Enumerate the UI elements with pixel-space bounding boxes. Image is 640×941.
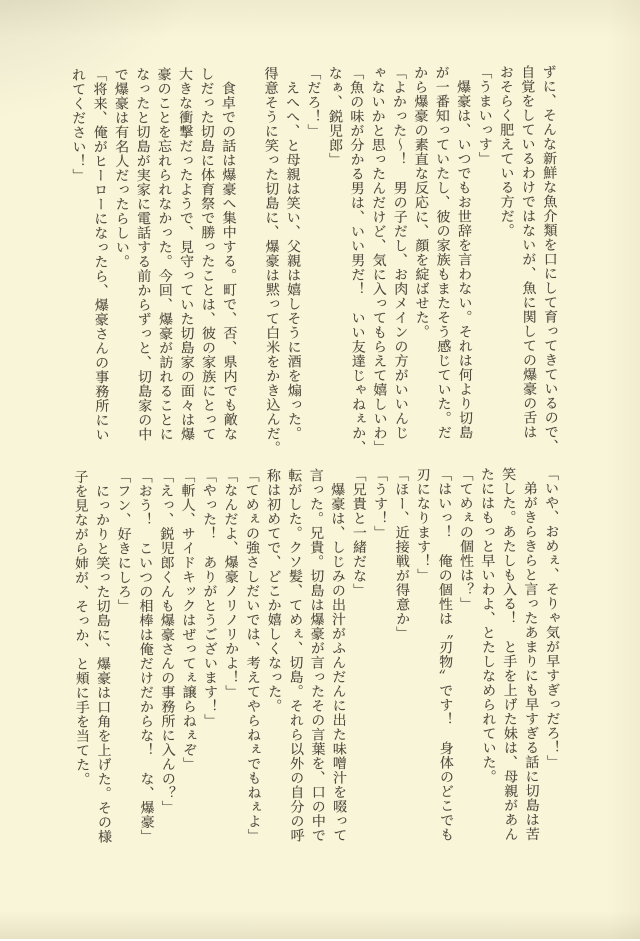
text-column: 「斬人、サイドキックはぜってぇ譲らねぇぞ」 [179,468,198,772]
lower-text-block [69,467,563,866]
text-column: 「だろ！」 [305,65,322,139]
text-column: 得意そうに笑った切島に、爆豪は黙って白米をかき込んだ。 [262,66,281,456]
text-column: 「フン、好きにしろ」 [115,469,133,614]
text-column: 「はいっ！ 俺の個性は〝刃物〟です！ 身体のどこでも [436,467,455,842]
text-column: 爆豪は、しじみの出汁がふんだんに出た味噌汁を啜って [329,467,348,843]
text-column: が一番知っていたし、彼の家族もまたそう感じていた。だ [433,65,452,440]
text-column: 「なんだよ、爆豪ノリノリかよ！」 [222,468,240,699]
blank-column [238,66,262,462]
text-column: 「てめぇの強さしだいでは、考えてやらねぇでもねぇよ」 [243,468,262,843]
text-column: 転がした。クソ髪、てめぇ、切島。それら以外の自分の呼 [286,468,305,843]
text-column: 刃になります！」 [414,467,432,583]
text-column: 「うまいっす」 [476,64,493,166]
text-column: 弟がきらきらと言ったあまりにも早すぎる話に切島は苦 [521,466,540,842]
text-column: なぁ、鋭児郎」 [326,65,344,167]
text-column: ゃないかと思ったんだけど、気に入ってもらえて嬉しいわ」 [369,65,388,455]
text-column: ずに、そんな新鮮な魚介類を口にして育ってきているので、 [540,64,559,454]
text-column: 「よかった～！ 男の子だし、お肉メインの方がいいんじ [390,65,410,440]
text-column: 「うす！」 [371,467,389,540]
text-column: 「将来、俺がヒーローになったら、爆豪さんの事務所にい [91,67,110,442]
text-column: おそらく肥えている方だ。 [497,64,515,238]
text-column: 「おう！ こいつの相棒は俺だけだからな！ な、爆豪」 [136,469,155,844]
text-column: 「えっ、鋭児郎くんも爆豪さんの事務所に入んの？」 [157,468,177,815]
text-column: から爆豪の素直な反応に、顔を綻ばせた。 [412,65,430,340]
upper-text-block [67,65,561,464]
text-column: で爆豪は有名人だったらしい。 [112,67,130,269]
text-column: にっかりと笑った切島に、爆豪は口角を上げた。その様 [93,469,113,844]
text-column: しだった切島に体育祭で勝ったことは、彼の家族にとって [198,66,217,442]
text-column: 自覚をしているわけではないが、魚に関しての爆豪の舌は [519,64,538,440]
text-column: 豪のことを忘れられなかった。今回、爆豪が訪れることに [155,66,174,442]
text-column: たにはもっと早いわよ、とたしなめられていた。 [478,466,497,784]
text-column: なったと切島が実家に電話する前からずっと、切島家の中 [134,67,153,442]
text-column: 子を見ながら姉が、そっか、と頬に手を当てた。 [72,469,91,787]
text-column: 「ほー、近接戦が得意か」 [393,467,411,641]
text-column: 爆豪は、いつでもお世辞を言わない。それは何より切島 [454,65,474,440]
text-column: 「やった！ ありがとうございます！」 [200,468,219,728]
text-column: 「魚の味が分かる男は、いい男だ！ いい友達じゃねぇか、 [348,65,367,455]
text-column: 「てめぇの個性は？」 [457,467,475,612]
text-column: れてください！」 [69,67,87,183]
text-column: 「いや、おめぇ、そりゃ気が早すぎっだろ！」 [542,466,561,770]
text-column: 食卓での話は爆豪へ集中する。町で、否、県内でも敵な [219,66,238,442]
text-column: えへへ、と母親は笑い、父親は嬉しそうに酒を煽った。 [283,66,303,441]
text-column: 「兄貴と一緒だな」 [350,467,368,598]
text-column: 大きな衝撃だったようで、見守っていた切島家の面々は爆 [176,66,196,442]
text-column: 称は初めてで、どこか嬉しくなった。 [264,468,283,714]
text-column: 笑した。あたしも入る！ と手を上げた妹は、母親があん [500,466,519,842]
text-column: 言った。兄貴。切島は爆豪が言ったその言葉を、口の中で [307,467,326,843]
